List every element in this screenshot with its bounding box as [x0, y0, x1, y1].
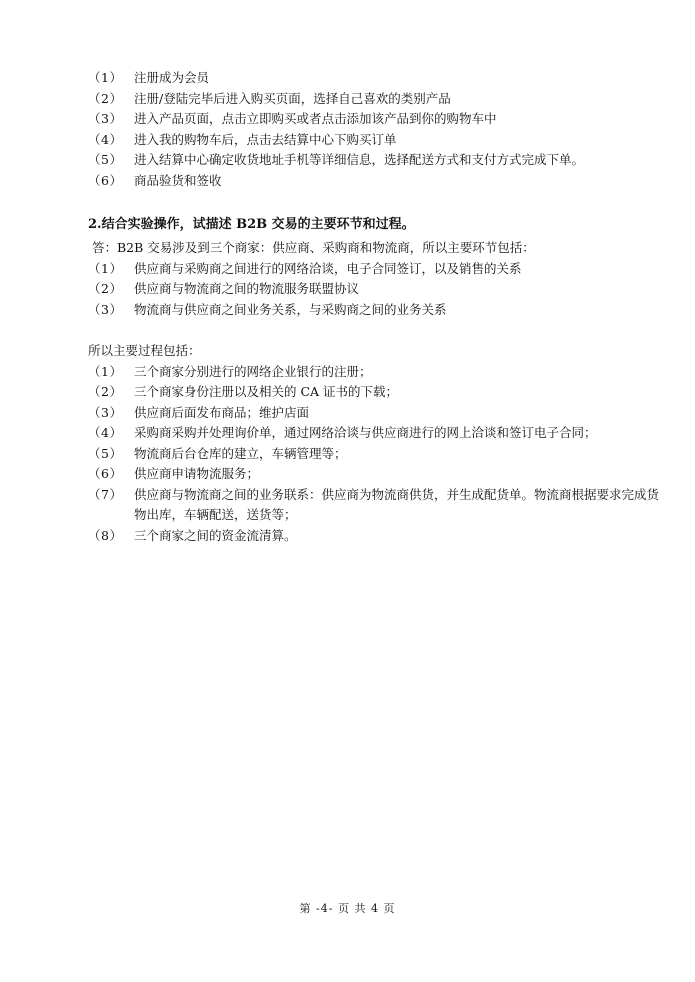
list-text: 三个商家身份注册以及相关的 CA 证书的下载； [134, 384, 399, 399]
list-text: 进入结算中心确定收货地址手机等详细信息，选择配送方式和支付方式完成下单。 [134, 152, 585, 167]
list-item [88, 485, 668, 526]
list-text: 进入我的购物车后，点击去结算中心下购买订单 [134, 131, 397, 147]
list-number: （5） [88, 152, 123, 167]
list-number: （6） [88, 172, 123, 188]
list-item [88, 279, 668, 300]
list-text: 供应商与物流商之间的业务联系：供应商为物流商供货，并生成配货单。物流商根据要求完成货物出库，车辆配送，送货等； [134, 486, 660, 522]
list-number: （1） [88, 260, 123, 276]
list-item [88, 150, 668, 171]
list-text: 供应商与物流商之间的物流服务联盟协议 [134, 281, 360, 296]
list-item [88, 109, 668, 130]
list-item [88, 403, 668, 424]
list-text: 进入产品页面，点击立即购买或者点击添加该产品到你的购物车中 [134, 111, 497, 126]
list-number: （2） [88, 281, 123, 296]
list-text: 注册成为会员 [134, 70, 210, 85]
list-text: 供应商与采购商之间进行的网络洽谈，电子合同签订，以及销售的关系 [134, 260, 522, 276]
list-text: 采购商采购并处理询价单，通过网络洽谈与供应商进行的网上洽谈和签订电子合同； [134, 425, 597, 440]
list-number: （4） [88, 425, 123, 440]
list-text: 商品验货和签收 [134, 172, 222, 188]
list-text: 供应商后面发布商品；维护店面 [134, 404, 310, 420]
list-number: （4） [88, 131, 123, 147]
list-text: 三个商家分别进行的网络企业银行的注册； [134, 363, 372, 379]
list-number: （6） [88, 466, 123, 481]
page-footer: 第 -4- 页 共 4 页 [299, 902, 396, 915]
list-number: （3） [88, 404, 123, 420]
purchase-steps-list [88, 68, 668, 191]
list-number: （2） [88, 90, 123, 106]
list-number: （2） [88, 384, 123, 399]
list-item [88, 362, 668, 383]
list-item [88, 300, 668, 321]
list-number: （1） [88, 70, 123, 85]
list-text: 物流商与供应商之间业务关系，与采购商之间的业务关系 [134, 301, 447, 317]
list-number: （3） [88, 111, 123, 126]
list-item [88, 171, 668, 192]
answer-intro: 答：B2B 交易涉及到三个商家：供应商、采购商和物流商，所以主要环节包括： [92, 240, 535, 255]
list-item [88, 382, 668, 403]
list-item [88, 68, 668, 89]
process-intro: 所以主要过程包括： [88, 343, 201, 358]
process-section [88, 341, 668, 546]
list-item [88, 464, 668, 485]
list-number: （5） [88, 445, 123, 461]
question-section [88, 215, 668, 320]
question-heading: 2.结合实验操作，试描述 B2B 交易的主要环节和过程。 [88, 217, 415, 232]
list-item [88, 444, 668, 465]
list-text: 三个商家之间的资金流清算。 [134, 527, 297, 543]
list-number: （3） [88, 301, 123, 317]
list-text: 供应商申请物流服务； [134, 466, 260, 481]
list-number: （7） [88, 486, 123, 502]
list-text: 注册/登陆完毕后进入购买页面，选择自己喜欢的类别产品 [134, 90, 451, 106]
list-item [88, 130, 668, 151]
list-text: 物流商后台仓库的建立，车辆管理等； [134, 445, 347, 461]
list-number: （1） [88, 363, 123, 379]
list-item [88, 259, 668, 280]
list-number: （8） [88, 527, 123, 543]
list-item [88, 526, 668, 547]
list-item [88, 89, 668, 110]
list-item [88, 423, 668, 444]
